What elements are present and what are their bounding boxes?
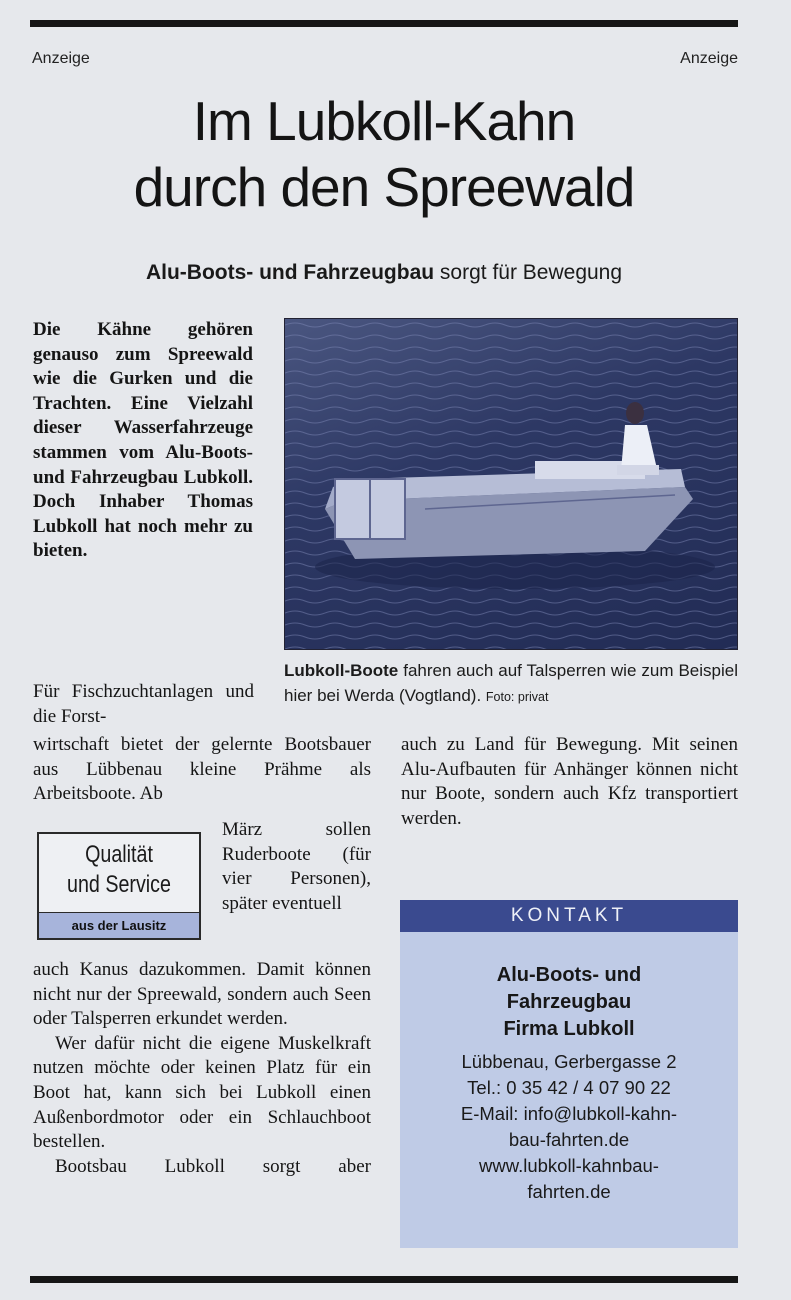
caption-bold: Lubkoll-Boote <box>284 661 399 680</box>
subheadline <box>30 261 738 285</box>
seal-line-2: und Service <box>67 871 171 898</box>
headline-line-2: durch den Spreewald <box>133 156 635 218</box>
quality-seal <box>37 832 201 940</box>
body-paragraph-4a: auch Kanus dazukommen. Damit können nicht nur der Spreewald, sondern auch Seen oder Talsperren erkundet werden. <box>33 959 371 1030</box>
contact-email-line-2[interactable]: bau-fahrten.de <box>508 1129 630 1150</box>
headline-line-1: Im Lubkoll-Kahn <box>192 90 576 152</box>
body-paragraph-4c: Bootsbau Lubkoll sorgt aber <box>55 1155 371 1177</box>
contact-company-line-3: Firma Lubkoll <box>503 1018 635 1040</box>
top-rule <box>30 20 738 27</box>
body-paragraph-4b: Wer dafür nicht die eigene Muskelkraft nutzen möchte oder keinen Platz für ein Boot hat, kann sich bei Lubkoll einen Außenbordmotor oder ein Schlauchboot bestellen. <box>33 1032 371 1153</box>
right-column-paragraph: auch zu Land für Bewegung. Mit seinen Alu-Aufbauten für Anhänger können nicht nur Boote, sondern auch Kfz transportiert werden. <box>401 734 738 829</box>
photo-caption <box>284 658 738 710</box>
body-paragraph-1: Für Fischzuchtanlagen und die Forst- <box>33 681 254 727</box>
contact-email-line-1[interactable]: E-Mail: info@lubkoll-kahn- <box>460 1103 678 1124</box>
body-paragraph-3: März sollen Ruderboote (für vier Personen), später eventuell <box>222 819 371 914</box>
headline <box>30 88 738 220</box>
boat-photo-illustration <box>285 319 737 649</box>
contact-company-line-1: Alu-Boots- und <box>496 964 642 986</box>
body-paragraph-4 <box>33 958 371 1179</box>
body-paragraph-2: wirtschaft bietet der gelernte Bootsbauer aus Lübbenau kleine Prähme als Arbeitsboote. Ab <box>33 734 371 805</box>
subheadline-bold: Alu-Boots- und Fahrzeugbau <box>145 261 435 284</box>
bottom-rule <box>30 1276 738 1283</box>
intro-paragraph: Die Kähne gehören genauso zum Spreewald wie die Gurken und die Trachten. Eine Vielzahl dieser Wasserfahrzeuge stammen vom Alu-Boots- und Fahrzeugbau Lubkoll. Doch Inhaber Thomas Lubkoll hat noch mehr zu bieten. <box>33 319 253 562</box>
boat-photo <box>284 318 738 650</box>
contact-website-line-1[interactable]: www.lubkoll-kahnbau- <box>479 1155 659 1176</box>
contact-address: Lübbenau, Gerbergasse 2 <box>461 1051 677 1072</box>
caption-text: fahren auch auf Talsperren wie zum Beispiel hier bei Werda (Vogtland). <box>284 661 738 705</box>
advert-tag-right: Anzeige <box>680 50 738 67</box>
photo-credit: Foto: privat <box>485 690 549 704</box>
subheadline-rest: sorgt für Bewegung <box>434 261 623 284</box>
contact-website-line-2[interactable]: fahrten.de <box>527 1181 611 1202</box>
contact-box <box>400 900 738 1248</box>
seal-title <box>53 840 184 900</box>
contact-phone: Tel.: 0 35 42 / 4 07 90 22 <box>467 1077 671 1098</box>
contact-company-line-2: Fahrzeugbau <box>506 991 632 1013</box>
contact-heading: KONTAKT <box>400 900 738 932</box>
seal-line-1: Qualität <box>85 841 153 868</box>
advert-tag-left: Anzeige <box>32 50 90 67</box>
seal-band: aus der Lausitz <box>39 912 199 938</box>
contact-details <box>400 1049 738 1205</box>
contact-company <box>400 962 738 1043</box>
